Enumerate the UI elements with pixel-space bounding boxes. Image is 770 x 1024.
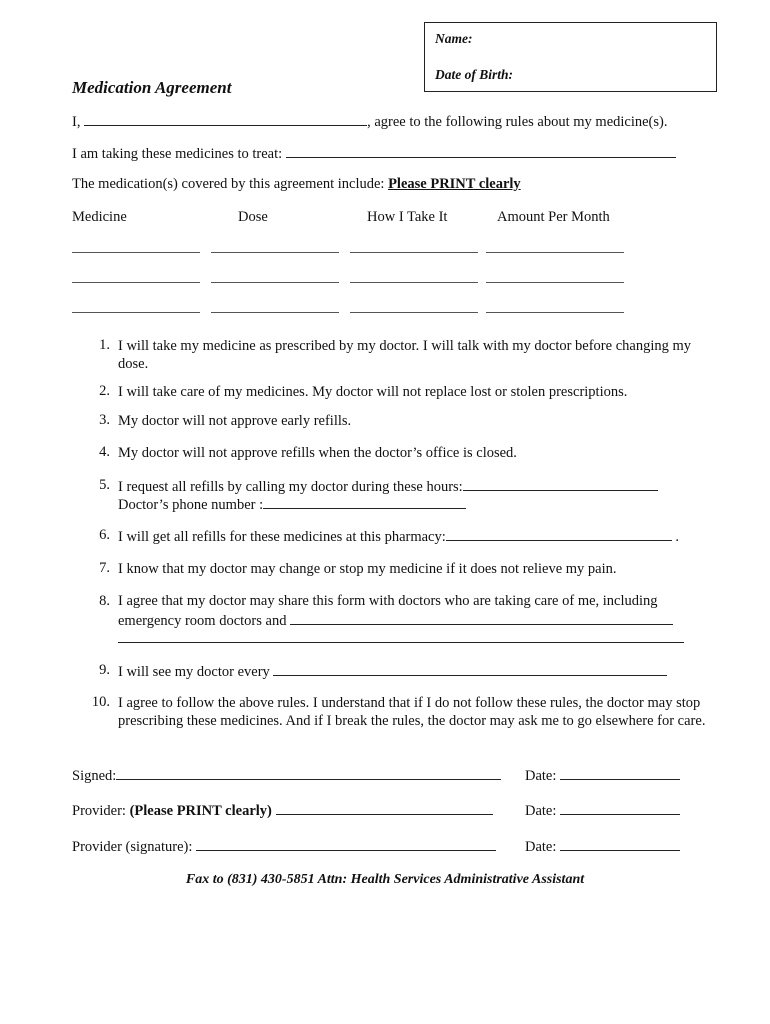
rule-5-line-2 xyxy=(118,495,466,514)
column-dose: Dose xyxy=(238,209,268,225)
provider-signature-label: Provider (signature): xyxy=(72,839,193,855)
rule-text: My doctor will not approve early refills. xyxy=(118,413,352,429)
rule-text-continued: emergency room doctors and xyxy=(118,613,287,629)
provider-print-line xyxy=(72,801,493,820)
date-line-1 xyxy=(525,766,680,785)
rule-number: 1. xyxy=(99,337,110,353)
provider-label: Provider: xyxy=(72,803,126,819)
rule-text: I will take care of my medicines. My doctor will not replace lost or stolen prescriptions. xyxy=(118,384,628,400)
signed-label: Signed: xyxy=(72,768,117,784)
condition-field[interactable] xyxy=(286,144,676,158)
amount-field-3[interactable] xyxy=(486,312,624,313)
doctor-phone-field[interactable] xyxy=(263,495,466,509)
page-title: Medication Agreement xyxy=(72,78,232,97)
rule-number: 6. xyxy=(99,527,110,543)
how-field-3[interactable] xyxy=(350,312,478,313)
provider-name-field[interactable] xyxy=(276,801,493,815)
column-how-i-take-it: How I Take It xyxy=(367,209,448,225)
medicine-field-2[interactable] xyxy=(72,282,200,283)
treat-label: I am taking these medicines to treat: xyxy=(72,146,283,162)
name-label: Name: xyxy=(435,31,473,46)
how-field-1[interactable] xyxy=(350,252,478,253)
date-label: Date: xyxy=(525,803,557,819)
provider-print-note: (Please PRINT clearly) xyxy=(129,803,272,819)
rule-text: I will see my doctor every xyxy=(118,664,270,680)
rule-text-continued: Doctor’s phone number : xyxy=(118,497,264,513)
i-suffix: , agree to the following rules about my medicine(s). xyxy=(367,114,668,130)
rule-number: 8. xyxy=(99,593,110,609)
rule-text: I will get all refills for these medicines at this pharmacy: xyxy=(118,529,446,545)
column-amount-per-month: Amount Per Month xyxy=(497,209,610,225)
date-line-2 xyxy=(525,801,680,820)
medicine-field-1[interactable] xyxy=(72,252,200,253)
date-label: Date: xyxy=(525,768,557,784)
provider-signature-date-field[interactable] xyxy=(560,837,680,851)
dose-field-1[interactable] xyxy=(211,252,339,253)
amount-field-2[interactable] xyxy=(486,282,624,283)
covered-label: The medication(s) covered by this agreement include: xyxy=(72,176,385,192)
how-field-2[interactable] xyxy=(350,282,478,283)
emergency-doctors-field-continued[interactable] xyxy=(118,642,684,643)
provider-print-date-field[interactable] xyxy=(560,801,680,815)
treat-line xyxy=(72,144,676,163)
rule-number: 7. xyxy=(99,560,110,576)
pharmacy-field[interactable] xyxy=(446,527,672,541)
rule-9-line xyxy=(118,662,667,681)
date-label: Date: xyxy=(525,839,557,855)
provider-signature-field[interactable] xyxy=(196,837,496,851)
print-clearly-note: Please PRINT clearly xyxy=(388,176,521,192)
emergency-doctors-field[interactable] xyxy=(290,611,673,625)
patient-name-field[interactable] xyxy=(84,112,367,126)
rule-text: My doctor will not approve refills when the doctor’s office is closed. xyxy=(118,445,517,461)
patient-signature-field[interactable] xyxy=(116,766,501,780)
rule-8-line-1: I agree that my doctor may share this form with doctors who are taking care of me, including xyxy=(118,593,658,609)
rule-text: I agree to follow the above rules. I understand that if I do not follow these rules, the doctor may stop prescribing these medicines. And if I break the rules, the doctor may ask me to go elsewhere for care. xyxy=(118,695,706,729)
rule-5-line-1 xyxy=(118,477,658,496)
date-of-birth-label: Date of Birth: xyxy=(435,67,514,82)
covered-line xyxy=(72,176,521,193)
medicine-field-3[interactable] xyxy=(72,312,200,313)
date-line-3 xyxy=(525,837,680,856)
rule-text: I know that my doctor may change or stop my medicine if it does not relieve my pain. xyxy=(118,561,617,577)
signed-line xyxy=(72,766,501,785)
fax-footer: Fax to (831) 430-5851 Attn: Health Services Administrative Assistant xyxy=(185,872,585,887)
rule-number: 4. xyxy=(99,444,110,460)
rule-number: 3. xyxy=(99,412,110,428)
patient-id-box xyxy=(424,22,717,92)
provider-signature-line xyxy=(72,837,496,856)
rule-8-line-2 xyxy=(118,611,673,630)
rule-suffix: . xyxy=(675,529,680,545)
rule-6-line xyxy=(118,527,679,546)
rule-text: I will take my medicine as prescribed by my doctor. I will talk with my doctor before changing my dose. xyxy=(118,338,692,372)
amount-field-1[interactable] xyxy=(486,252,624,253)
agreement-name-line xyxy=(72,112,667,131)
dose-field-3[interactable] xyxy=(211,312,339,313)
rule-number: 5. xyxy=(99,477,110,493)
visit-frequency-field[interactable] xyxy=(273,662,667,676)
rule-number: 9. xyxy=(99,662,110,678)
refill-hours-field[interactable] xyxy=(463,477,658,491)
i-prefix: I, xyxy=(72,114,81,130)
rule-number: 2. xyxy=(99,383,110,399)
rule-number: 10. xyxy=(91,694,110,710)
column-medicine: Medicine xyxy=(72,209,127,225)
rule-text: I request all refills by calling my doctor during these hours: xyxy=(118,479,463,495)
dose-field-2[interactable] xyxy=(211,282,339,283)
patient-date-field[interactable] xyxy=(560,766,680,780)
